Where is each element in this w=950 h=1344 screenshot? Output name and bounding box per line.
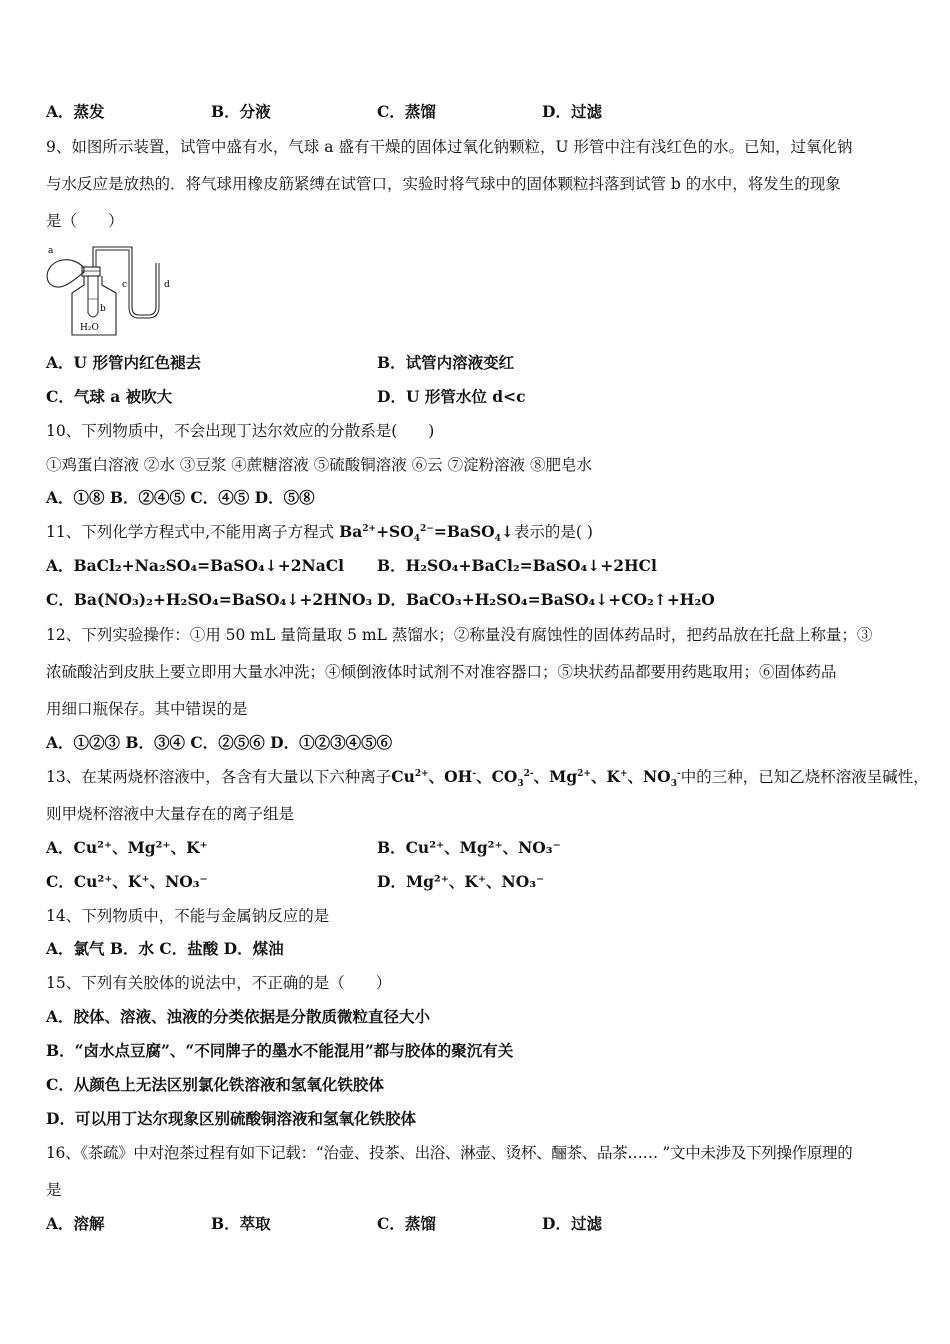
q8-option-c: C．蒸馏 [377,102,436,121]
q16-option-d: D．过滤 [542,1214,602,1233]
q13-option-a: A．Cu²⁺、Mg²⁺、K⁺ [46,838,208,857]
q11-stem: 11、下列化学方程式中,不能用离子方程式 $Ba^{2+}+SO_4^{2-}=BaSO_4↓$表示的是( ) [46,522,593,545]
q16-stem-line2: 是 [46,1181,62,1199]
q11-option-a: A．BaCl₂+Na₂SO₄=BaSO₄↓+2NaCl [46,556,344,575]
q13-stem-line2: 则甲烧杯溶液中大量存在的离子组是 [46,805,295,823]
q16-stem-line1: 16、《茶疏》中对泡茶过程有如下记载：“治壶、投茶、出浴、淋壶、烫杯、酾茶、品茶…… ”文中未涉及下列操作原理的 [46,1144,853,1162]
q14-options: A．氯气 B．水 C．盐酸 D．煤油 [46,939,284,958]
q12-stem-line3: 用细口瓶保存。其中错误的是 [46,700,248,718]
label-d: d [164,280,170,290]
q13-option-b: B．Cu²⁺、Mg²⁺、NO₃⁻ [377,838,561,857]
q9-stem-line3: 是（ ） [46,212,124,230]
label-water: H₂O [80,323,99,333]
q9-stem-line1: 9、如图所示装置，试管中盛有水，气球 a 盛有干燥的固体过氧化钠颗粒，U 形管中注有浅红色的水。已知，过氧化钠 [46,138,853,156]
q12-stem-line1: 12、下列实验操作：①用 50 mL 量筒量取 5 mL 蒸馏水；②称量没有腐蚀性的固体药品时，把药品放在托盘上称量；③ [46,626,873,644]
q11-option-d: D．BaCO₃+H₂SO₄=BaSO₄↓+CO₂↑+H₂O [377,590,715,609]
q16-option-a: A．溶解 [46,1214,105,1233]
q15-stem: 15、下列有关胶体的说法中，不正确的是（ ） [46,974,392,992]
q12-stem-line2: 浓硫酸沾到皮肤上要立即用大量水冲洗；④倾倒液体时试剂不对准容器口；⑤块状药品都要用药匙取用；⑥固体药品 [46,663,837,681]
q13-stem-line1: 13、在某两烧杯溶液中，各含有大量以下六种离子$Cu^{2+}$、OH-、$CO_3^{2-}$、$Mg^{2+}$、K+、$NO_3^-$中的三种，已知乙烧杯溶液呈碱性， [46,767,929,790]
q11-option-c: C．Ba(NO₃)₂+H₂SO₄=BaSO₄↓+2HNO₃ [46,590,373,609]
q15-option-d: D．可以用丁达尔现象区别硫酸铜溶液和氢氧化铁胶体 [46,1109,416,1128]
apparatus-figure [44,241,184,341]
q9-option-b: B．试管内溶液变红 [377,353,515,372]
q14-stem: 14、下列物质中，不能与金属钠反应的是 [46,907,330,925]
q15-option-c: C．从颜色上无法区别氯化铁溶液和氢氧化铁胶体 [46,1075,384,1094]
q8-option-b: B．分液 [211,102,271,121]
q8-option-d: D．过滤 [542,102,602,121]
balloon-shape [47,260,84,287]
q15-option-a: A．胶体、溶液、浊液的分类依据是分散质微粒直径大小 [46,1007,431,1026]
q16-option-c: C．蒸馏 [377,1214,436,1233]
q8-option-a: A．蒸发 [46,102,105,121]
q10-items: ①鸡蛋白溶液 ②水 ③豆浆 ④蔗糖溶液 ⑤硫酸铜溶液 ⑥云 ⑦淀粉溶液 ⑧肥皂水 [46,456,592,474]
q13-option-d: D．Mg²⁺、K⁺、NO₃⁻ [377,872,545,891]
q9-option-d: D．U 形管水位 d<c [377,387,526,406]
q12-options: A．①②③ B．③④ C．②⑤⑥ D．①②③④⑤⑥ [46,733,393,752]
q13-option-c: C．Cu²⁺、K⁺、NO₃⁻ [46,872,208,891]
q15-option-b: B．“卤水点豆腐”、“不同牌子的墨水不能混用”都与胶体的聚沉有关 [46,1041,514,1060]
q9-option-a: A．U 形管内红色褪去 [46,353,201,372]
q11-option-b: B．H₂SO₄+BaCl₂=BaSO₄↓+2HCl [377,556,657,575]
q16-option-b: B．萃取 [211,1214,271,1233]
q10-options: A．①⑧ B．②④⑤ C．④⑤ D．⑤⑧ [46,488,315,507]
label-c: c [122,280,128,290]
q10-stem: 10、下列物质中，不会出现丁达尔效应的分散系是( ) [46,422,435,440]
q9-option-c: C．气球 a 被吹大 [46,387,173,406]
q9-stem-line2: 与水反应是放热的．将气球用橡皮筋紧缚在试管口，实验时将气球中的固体颗粒抖落到试管 b 的水中，将发生的现象 [46,175,841,193]
label-a: a [48,246,54,256]
label-b: b [100,304,106,314]
